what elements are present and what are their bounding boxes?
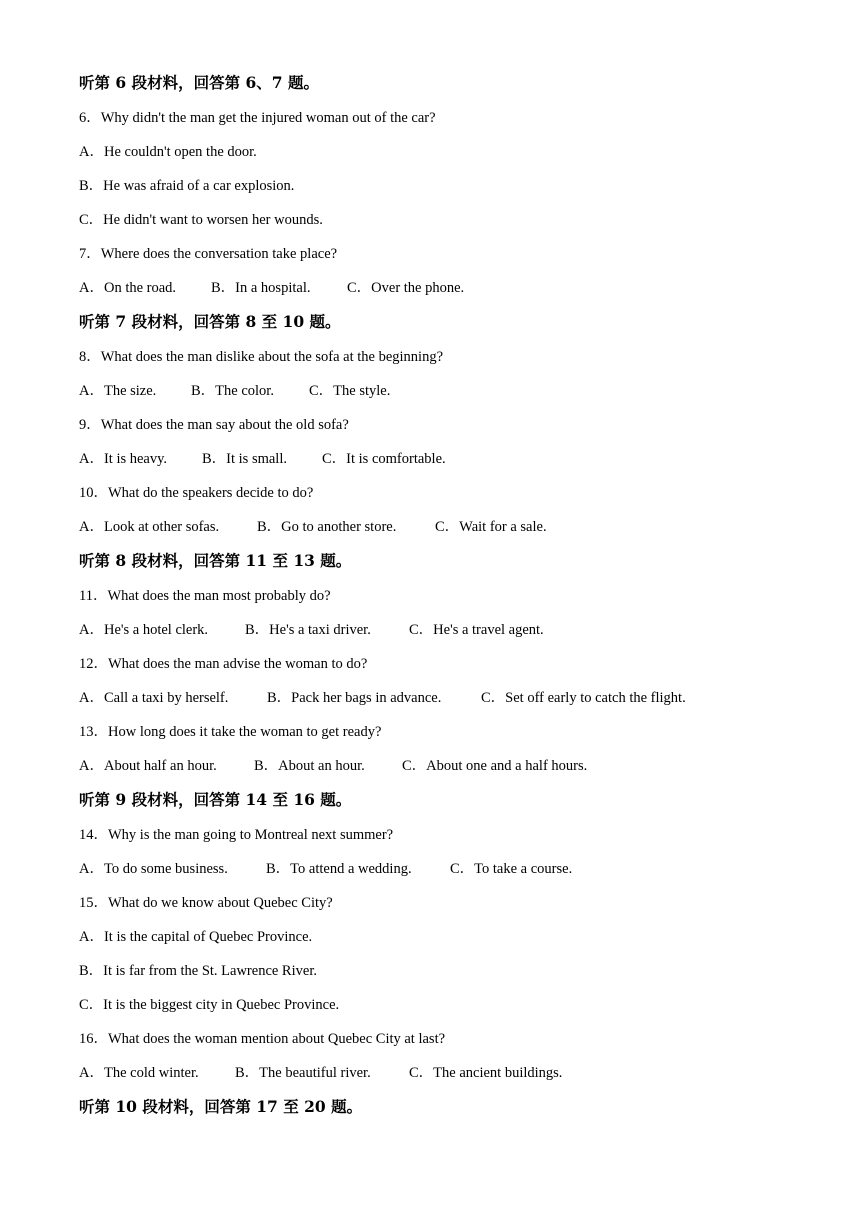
option-c: C．It is comfortable.: [322, 451, 446, 467]
option-b: B．Pack her bags in advance.: [267, 690, 442, 706]
options-row: [79, 278, 464, 298]
options-row: [79, 859, 572, 879]
option-b: B．It is small.: [202, 451, 287, 467]
options-row: [79, 756, 587, 776]
question-stem: 15．What do we know about Quebec City?: [79, 895, 333, 911]
options-row: [79, 688, 686, 708]
option-b: B．Go to another store.: [257, 519, 397, 535]
option-c: C．Over the phone.: [347, 280, 465, 296]
option-c: C．Set off early to catch the flight.: [481, 690, 686, 706]
section-heading: 听第 8 段材料，回答第 11 至 13 题。: [79, 551, 352, 570]
option-a: A．The cold winter.: [79, 1065, 199, 1081]
question-stem: 6．Why didn't the man get the injured woman out of the car?: [79, 110, 436, 126]
option-a: A．It is heavy.: [79, 451, 168, 467]
option-b: B．He's a taxi driver.: [245, 622, 371, 638]
question-stem: 16．What does the woman mention about Quebec City at last?: [79, 1031, 446, 1047]
option-c: C．He didn't want to worsen her wounds.: [79, 212, 323, 228]
option-a: A．The size.: [79, 383, 157, 399]
option-b: B．The color.: [191, 383, 274, 399]
section-heading: 听第 9 段材料，回答第 14 至 16 题。: [79, 790, 352, 809]
section-heading: 听第 6 段材料，回答第 6、7 题。: [79, 73, 319, 92]
option-c: C．The ancient buildings.: [409, 1065, 563, 1081]
option-a: A．To do some business.: [79, 861, 228, 877]
options-row: [79, 381, 390, 401]
option-c: C．About one and a half hours.: [402, 758, 588, 774]
option-b: B．To attend a wedding.: [266, 861, 412, 877]
option-b: B．About an hour.: [254, 758, 365, 774]
option-c: C．It is the biggest city in Quebec Province.: [79, 997, 340, 1013]
option-a: A．It is the capital of Quebec Province.: [79, 929, 313, 945]
option-a: A．He couldn't open the door.: [79, 144, 257, 160]
option-a: A．On the road.: [79, 280, 177, 296]
option-c: C．To take a course.: [450, 861, 573, 877]
option-b: B．It is far from the St. Lawrence River.: [79, 963, 317, 979]
option-c: C．He's a travel agent.: [409, 622, 544, 638]
option-c: C．Wait for a sale.: [435, 519, 547, 535]
option-a: A．He's a hotel clerk.: [79, 622, 209, 638]
question-stem: 12．What does the man advise the woman to do?: [79, 656, 368, 672]
question-stem: 10．What do the speakers decide to do?: [79, 485, 314, 501]
question-stem: 11．What does the man most probably do?: [79, 588, 331, 604]
option-a: A．Look at other sofas.: [79, 519, 220, 535]
option-c: C．The style.: [309, 383, 391, 399]
question-stem: 13．How long does it take the woman to get ready?: [79, 724, 382, 740]
section-heading: 听第 10 段材料，回答第 17 至 20 题。: [79, 1097, 363, 1116]
question-stem: 9．What does the man say about the old sofa?: [79, 417, 349, 433]
options-row: [79, 449, 446, 469]
option-a: A．Call a taxi by herself.: [79, 690, 229, 706]
option-a: A．About half an hour.: [79, 758, 217, 774]
question-stem: 7．Where does the conversation take place?: [79, 246, 338, 262]
option-b: B．In a hospital.: [211, 280, 311, 296]
option-b: B．He was afraid of a car explosion.: [79, 178, 295, 194]
option-b: B．The beautiful river.: [235, 1065, 371, 1081]
options-row: [79, 517, 547, 537]
question-stem: 8．What does the man dislike about the sofa at the beginning?: [79, 349, 444, 365]
options-row: [79, 620, 544, 640]
question-stem: 14．Why is the man going to Montreal next summer?: [79, 827, 394, 843]
section-heading: 听第 7 段材料，回答第 8 至 10 题。: [79, 312, 341, 331]
options-row: [79, 1063, 562, 1083]
